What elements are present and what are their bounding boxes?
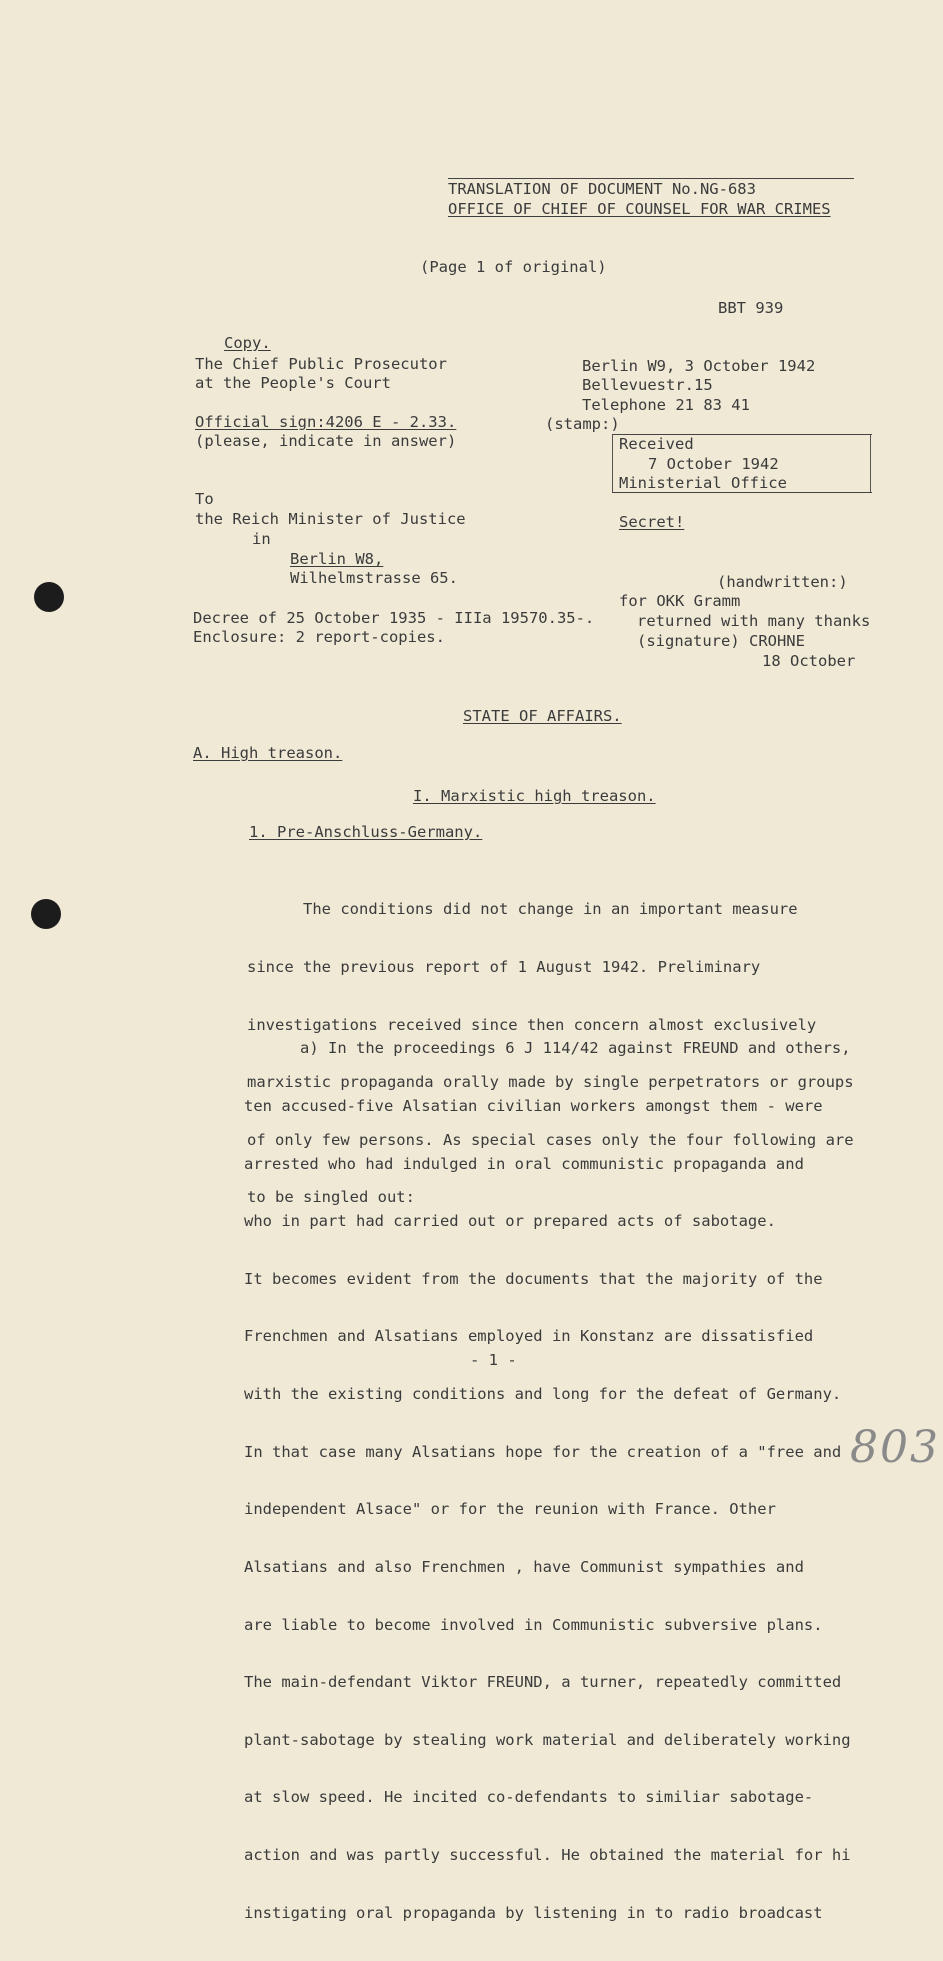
handwritten-line-1: for OKK Gramm	[619, 592, 741, 610]
stamp-label: (stamp:)	[545, 415, 620, 433]
paragraph-2-line: who in part had carried out or prepared acts of sabotage.	[244, 1212, 776, 1231]
paragraph-2-line: arrested who had indulged in oral communistic propaganda and	[244, 1154, 804, 1173]
punch-hole-bottom	[31, 899, 61, 929]
heading-high-treason: A. High treason.	[193, 744, 343, 762]
paragraph-2-line: independent Alsace" or for the reunion with France. Other	[244, 1500, 776, 1519]
paragraph-2-line: are liable to become involved in Communistic subversive plans.	[244, 1615, 823, 1634]
paragraph-1-line: since the previous report of 1 August 1942. Preliminary	[247, 958, 761, 977]
addressee-line-1: the Reich Minister of Justice	[195, 510, 466, 528]
paragraph-1-line: investigations received since then concern almost exclusively	[247, 1015, 817, 1034]
addressee-line-2: in	[252, 530, 271, 548]
secret-label: Secret!	[619, 513, 685, 531]
stamp-office: Ministerial Office	[619, 474, 787, 492]
stamp-received: Received	[619, 435, 694, 453]
paragraph-2-line: The main-defendant Viktor FREUND, a turner, repeatedly committed	[244, 1673, 842, 1692]
answer-note: (please, indicate in answer)	[195, 432, 457, 450]
sender-line-2: at the People's Court	[195, 374, 391, 392]
heading-marxistic: I. Marxistic high treason.	[413, 787, 656, 805]
enclosure-line: Enclosure: 2 report-copies.	[193, 628, 445, 646]
paragraph-2-line: ten accused-five Alsatian civilian workers amongst them - were	[244, 1097, 823, 1116]
place-date: Berlin W9, 3 October 1942	[582, 357, 816, 375]
page-number: - 1 -	[470, 1351, 517, 1369]
official-sign: Official sign:4206 E - 2.33.	[195, 413, 457, 431]
stamp-left-edge	[612, 434, 613, 492]
street-address: Bellevuestr.15	[582, 376, 713, 394]
paragraph-2-line: Alsatians and also Frenchmen , have Communist sympathies and	[244, 1557, 804, 1576]
paragraph-2-line: Frenchmen and Alsatians employed in Konstanz are dissatisfied	[244, 1327, 814, 1346]
paragraph-2-line: plant-sabotage by stealing work material and deliberately working	[244, 1730, 851, 1749]
to-label: To	[195, 490, 214, 508]
bbt-number: BBT 939	[718, 299, 784, 317]
handwritten-line-2: returned with many thanks	[637, 612, 871, 630]
punch-hole-top	[34, 582, 64, 612]
header-line-1: TRANSLATION OF DOCUMENT No.NG-683	[448, 180, 756, 198]
heading-pre-anschluss: 1. Pre-Anschluss-Germany.	[249, 823, 483, 841]
sender-line-1: The Chief Public Prosecutor	[195, 355, 447, 373]
telephone: Telephone 21 83 41	[582, 396, 750, 414]
stamp-date: 7 October 1942	[648, 455, 779, 473]
header-line-2: OFFICE OF CHIEF OF COUNSEL FOR WAR CRIMES	[448, 200, 831, 218]
paragraph-1-line: marxistic propaganda orally made by single perpetrators or groups	[247, 1073, 854, 1092]
handwritten-date: 18 October	[762, 652, 856, 670]
page-reference: (Page 1 of original)	[420, 258, 607, 276]
header-top-rule	[448, 178, 854, 179]
paragraph-1-line: to be singled out:	[247, 1188, 415, 1207]
paragraph-1-line: of only few persons. As special cases only the four following are	[247, 1130, 854, 1149]
paragraph-2-line: at slow speed. He incited co-defendants to similiar sabotage-	[244, 1788, 814, 1807]
paragraph-2-line: a) In the proceedings 6 J 114/42 against FREUND and others,	[244, 1039, 851, 1058]
archive-number: 803	[850, 1422, 940, 1473]
paragraph-2-line: with the existing conditions and long for the defeat of Germany.	[244, 1385, 842, 1404]
heading-state-of-affairs: STATE OF AFFAIRS.	[463, 707, 622, 725]
decree-line: Decree of 25 October 1935 - IIIa 19570.35-.	[193, 609, 595, 627]
paragraph-2-line: instigating oral propaganda by listening in to radio broadcast	[244, 1903, 823, 1922]
paragraph-2-line: It becomes evident from the documents that the majority of the	[244, 1269, 823, 1288]
handwritten-signature: (signature) CROHNE	[637, 632, 805, 650]
handwritten-label: (handwritten:)	[717, 573, 848, 591]
copy-label: Copy.	[224, 334, 271, 352]
addressee-city: Berlin W8,	[290, 550, 384, 568]
paragraph-2-line: action and was partly successful. He obtained the material for hi	[244, 1845, 851, 1864]
paragraph-1-line: The conditions did not change in an important measure	[247, 900, 798, 919]
paragraph-2-line: In that case many Alsatians hope for the creation of a "free and	[244, 1442, 842, 1461]
paragraph-2	[244, 1001, 851, 1961]
stamp-right-edge	[870, 434, 871, 492]
addressee-street: Wilhelmstrasse 65.	[290, 569, 458, 587]
